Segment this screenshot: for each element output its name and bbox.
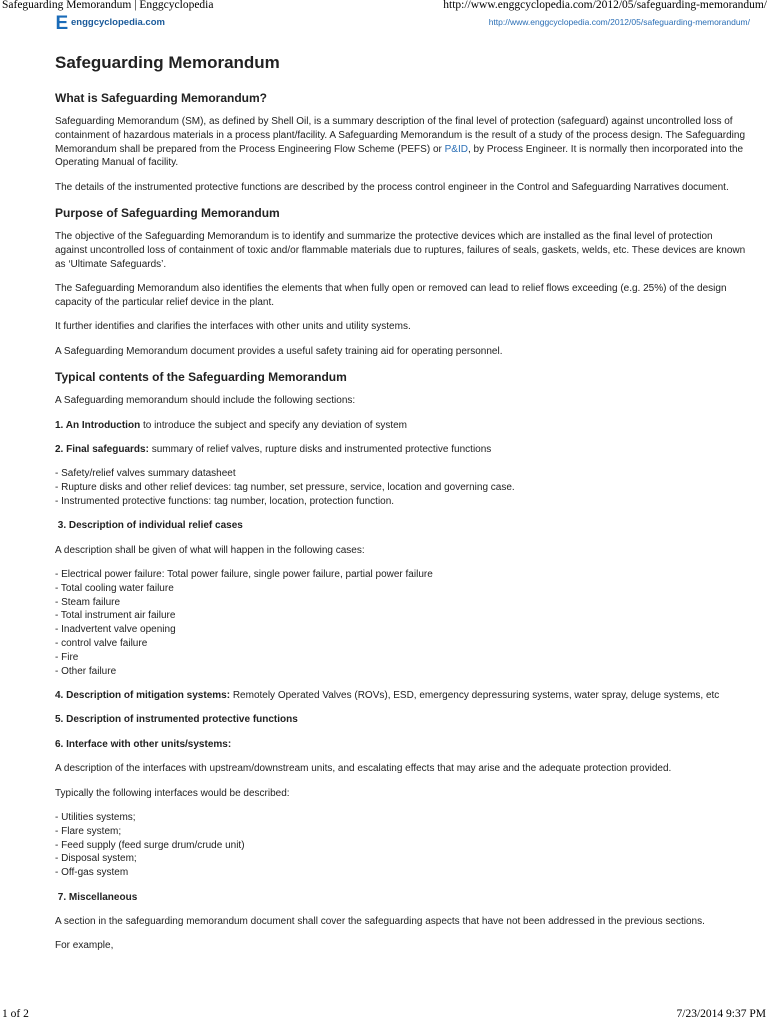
site-header <box>55 13 750 33</box>
heading-purpose: Purpose of Safeguarding Memorandum <box>55 206 280 221</box>
print-header <box>0 0 768 14</box>
list-item: - Total instrument air failure <box>55 610 176 622</box>
section-item-misc: 7. Miscellaneous <box>55 891 138 903</box>
list-item: - Steam failure <box>55 596 121 608</box>
list-item: - Inadvertent valve opening <box>55 624 176 636</box>
print-page-title: Safeguarding Memorandum | Enggcyclopedia <box>2 0 214 11</box>
paragraph-sections-intro: A Safeguarding memorandum should include the following sections: <box>55 395 356 407</box>
interfaces-list <box>55 811 747 880</box>
paragraph-for-example: For example, <box>55 940 114 952</box>
paragraph-training-aid: A Safeguarding Memorandum document provides a useful safety training aid for operating personnel. <box>55 345 503 357</box>
list-item: - Fire <box>55 651 79 663</box>
article-title: Safeguarding Memorandum <box>55 53 280 72</box>
paragraph-objective: The objective of the Safeguarding Memorandum is to identify and summarize the protective devices which are installed as the final level of protection against uncontrolled loss of containment of toxic and/or flammable materials due to ruptures, failures of seals, gaskets, welds, etc. These devices are known as ‘Ultimate Safeguards’. <box>55 231 746 270</box>
paragraph-misc: A section in the safeguarding memorandum document shall cover the safeguarding aspects that have not been addressed in the previous sections. <box>55 915 705 927</box>
list-item: - Flare system; <box>55 825 122 837</box>
print-page-url: http://www.enggcyclopedia.com/2012/05/safeguarding-memorandum/ <box>443 0 767 11</box>
list-item: - Electrical power failure: Total power failure, single power failure, partial power failure <box>55 569 433 581</box>
paragraph-interface-desc: A description of the interfaces with upstream/downstream units, and escalating effects that may arise and the adequate protection provided. <box>55 763 672 775</box>
list-item: - Rupture disks and other relief devices: tag number, set pressure, service, location and governing case. <box>55 482 515 494</box>
list-item: - Total cooling water failure <box>55 582 174 594</box>
section-item-introduction: 1. An Introduction to introduce the subject and specify any deviation of system <box>55 419 408 431</box>
section-item-final-safeguards: 2. Final safeguards: summary of relief valves, rupture disks and instrumented protective functions <box>55 443 492 455</box>
list-item: - Instrumented protective functions: tag number, location, protection function. <box>55 495 395 507</box>
section-item-relief-cases: 3. Description of individual relief cases <box>55 520 243 532</box>
print-footer <box>0 1008 768 1024</box>
list-item: - Utilities systems; <box>55 811 136 823</box>
site-logo-icon[interactable] <box>55 13 69 31</box>
page-number: 1 of 2 <box>2 1008 29 1020</box>
logo-letter: E <box>55 13 69 31</box>
section-item-ipf: 5. Description of instrumented protective functions <box>55 714 298 726</box>
pid-link[interactable]: P&ID <box>444 143 468 155</box>
list-item: - control valve failure <box>55 638 148 650</box>
paragraph-relief-flows: The Safeguarding Memorandum also identifies the elements that when fully open or removed can lead to relief flows exceeding (e.g. 25%) of the design capacity of the particular relief device in the plant. <box>55 283 727 308</box>
cases-list <box>55 568 747 678</box>
paragraph-definition: Safeguarding Memorandum (SM), as defined by Shell Oil, is a summary description of the final level of protection (safeguard) against uncontrolled loss of containment of hazardous materials in a process plant/facility. A Safeguarding Memorandum is the result of a study of the process design. The Safeguarding Memorandum shall be prepared from the Process Engineering Flow Scheme (PEFS) or P&ID, by Process Engineer. It is normally then incorporated into the Operating Manual of facility. <box>55 116 746 169</box>
section-item-interface: 6. Interface with other units/systems: <box>55 738 232 750</box>
heading-typical-contents: Typical contents of the Safeguarding Memorandum <box>55 370 347 385</box>
list-item: - Disposal system; <box>55 853 137 865</box>
article-body <box>55 52 747 964</box>
paragraph-interface-typical: Typically the following interfaces would be described: <box>55 787 290 799</box>
site-name[interactable]: enggcyclopedia.com <box>71 17 165 28</box>
list-item: - Off-gas system <box>55 867 129 879</box>
print-date: 7/23/2014 9:37 PM <box>676 1008 766 1020</box>
paragraph-interfaces: It further identifies and clarifies the interfaces with other units and utility systems. <box>55 321 411 333</box>
safeguard-list <box>55 467 747 508</box>
section-item-mitigation: 4. Description of mitigation systems: Remotely Operated Valves (ROVs), ESD, emergency depressuring systems, water spray, deluge systems, etc <box>55 690 720 702</box>
paragraph-cases-intro: A description shall be given of what will happen in the following cases: <box>55 544 365 556</box>
list-item: - Other failure <box>55 665 117 677</box>
list-item: - Feed supply (feed surge drum/crude unit) <box>55 839 245 851</box>
list-item: - Safety/relief valves summary datasheet <box>55 468 236 480</box>
paragraph-ipf-details: The details of the instrumented protective functions are described by the process control engineer in the Control and Safeguarding Narratives document. <box>55 181 729 193</box>
heading-what-is: What is Safeguarding Memorandum? <box>55 91 268 105</box>
site-url-link[interactable]: http://www.enggcyclopedia.com/2012/05/safeguarding-memorandum/ <box>488 17 750 27</box>
